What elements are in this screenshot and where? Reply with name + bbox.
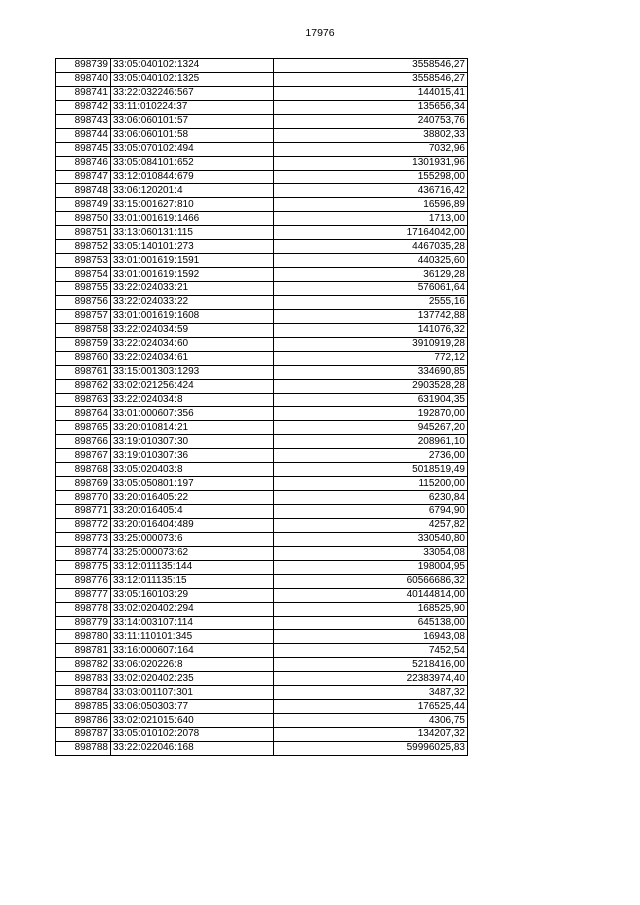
cadastral-value-cell: 135656,34	[274, 100, 468, 114]
cadastral-number-cell: 33:06:060101:57	[111, 114, 274, 128]
cadastral-number-cell: 33:22:022046:168	[111, 741, 274, 755]
table-row	[56, 351, 468, 365]
table-row	[56, 421, 468, 435]
row-id-cell: 898787	[56, 728, 111, 742]
table-row	[56, 407, 468, 421]
row-id-cell: 898744	[56, 128, 111, 142]
row-id-cell: 898782	[56, 658, 111, 672]
cadastral-number-cell: 33:19:010307:30	[111, 435, 274, 449]
row-id-cell: 898773	[56, 532, 111, 546]
row-id-cell: 898749	[56, 198, 111, 212]
cadastral-number-cell: 33:05:040102:1325	[111, 72, 274, 86]
cadastral-value-cell: 3910919,28	[274, 337, 468, 351]
cadastral-number-cell: 33:22:024034:61	[111, 351, 274, 365]
cadastral-number-cell: 33:05:050801:197	[111, 477, 274, 491]
table-row	[56, 156, 468, 170]
cadastral-value-cell: 33054,08	[274, 546, 468, 560]
cadastral-value-cell: 1301931,96	[274, 156, 468, 170]
cadastral-number-cell: 33:12:010844:679	[111, 170, 274, 184]
cadastral-value-cell: 2903528,28	[274, 379, 468, 393]
cadastral-number-cell: 33:05:140101:273	[111, 240, 274, 254]
row-id-cell: 898763	[56, 393, 111, 407]
cadastral-number-cell: 33:06:050303:77	[111, 700, 274, 714]
table-row	[56, 741, 468, 755]
cadastral-value-cell: 6230,84	[274, 491, 468, 505]
table-row	[56, 630, 468, 644]
table-row	[56, 379, 468, 393]
cadastral-number-cell: 33:20:010814:21	[111, 421, 274, 435]
cadastral-value-cell: 945267,20	[274, 421, 468, 435]
row-id-cell: 898746	[56, 156, 111, 170]
cadastral-value-cell: 144015,41	[274, 86, 468, 100]
table-row	[56, 365, 468, 379]
cadastral-value-cell: 176525,44	[274, 700, 468, 714]
cadastral-number-cell: 33:11:110101:345	[111, 630, 274, 644]
row-id-cell: 898774	[56, 546, 111, 560]
row-id-cell: 898739	[56, 59, 111, 73]
cadastral-number-cell: 33:12:011135:15	[111, 574, 274, 588]
page-number: 17976	[305, 27, 335, 39]
cadastral-number-cell: 33:02:021256:424	[111, 379, 274, 393]
table-row	[56, 323, 468, 337]
cadastral-number-cell: 33:12:011135:144	[111, 560, 274, 574]
row-id-cell: 898758	[56, 323, 111, 337]
table-row	[56, 240, 468, 254]
cadastral-value-cell: 36129,28	[274, 268, 468, 282]
row-id-cell: 898780	[56, 630, 111, 644]
table-row	[56, 282, 468, 296]
cadastral-value-cell: 3558546,27	[274, 59, 468, 73]
row-id-cell: 898751	[56, 226, 111, 240]
row-id-cell: 898747	[56, 170, 111, 184]
row-id-cell: 898741	[56, 86, 111, 100]
table-row	[56, 658, 468, 672]
row-id-cell: 898770	[56, 491, 111, 505]
cadastral-number-cell: 33:22:024034:8	[111, 393, 274, 407]
row-id-cell: 898750	[56, 212, 111, 226]
row-id-cell: 898778	[56, 602, 111, 616]
table-row	[56, 198, 468, 212]
row-id-cell: 898769	[56, 477, 111, 491]
cadastral-value-cell: 16596,89	[274, 198, 468, 212]
cadastral-number-cell: 33:11:010224:37	[111, 100, 274, 114]
table-row	[56, 714, 468, 728]
table-row	[56, 728, 468, 742]
cadastral-number-cell: 33:01:001619:1608	[111, 309, 274, 323]
table-row	[56, 268, 468, 282]
cadastral-value-cell: 2555,16	[274, 295, 468, 309]
cadastral-value-cell: 137742,88	[274, 309, 468, 323]
row-id-cell: 898768	[56, 463, 111, 477]
cadastral-value-cell: 5018519,49	[274, 463, 468, 477]
cadastral-number-cell: 33:02:020402:235	[111, 672, 274, 686]
cadastral-value-cell: 3558546,27	[274, 72, 468, 86]
table-row	[56, 574, 468, 588]
table-row	[56, 212, 468, 226]
table-row	[56, 254, 468, 268]
table-row	[56, 644, 468, 658]
cadastral-value-cell: 7452,54	[274, 644, 468, 658]
table-row	[56, 309, 468, 323]
cadastral-value-cell: 3487,32	[274, 686, 468, 700]
cadastral-number-cell: 33:15:001303:1293	[111, 365, 274, 379]
table-row	[56, 686, 468, 700]
table-row	[56, 72, 468, 86]
cadastral-number-cell: 33:20:016405:4	[111, 505, 274, 519]
row-id-cell: 898762	[56, 379, 111, 393]
row-id-cell: 898764	[56, 407, 111, 421]
row-id-cell: 898781	[56, 644, 111, 658]
cadastral-number-cell: 33:05:160103:29	[111, 588, 274, 602]
cadastral-value-cell: 1713,00	[274, 212, 468, 226]
cadastral-number-cell: 33:13:060131:115	[111, 226, 274, 240]
cadastral-value-cell: 436716,42	[274, 184, 468, 198]
cadastral-value-cell: 17164042,00	[274, 226, 468, 240]
cadastral-value-cell: 208961,10	[274, 435, 468, 449]
cadastral-value-cell: 4467035,28	[274, 240, 468, 254]
table-row	[56, 435, 468, 449]
table-row	[56, 700, 468, 714]
registry-table	[55, 58, 468, 756]
cadastral-number-cell: 33:01:001619:1466	[111, 212, 274, 226]
table-row	[56, 560, 468, 574]
cadastral-number-cell: 33:15:001627:810	[111, 198, 274, 212]
cadastral-value-cell: 631904,35	[274, 393, 468, 407]
cadastral-number-cell: 33:05:070102:494	[111, 142, 274, 156]
cadastral-number-cell: 33:19:010307:36	[111, 449, 274, 463]
table-row	[56, 532, 468, 546]
row-id-cell: 898783	[56, 672, 111, 686]
row-id-cell: 898786	[56, 714, 111, 728]
row-id-cell: 898767	[56, 449, 111, 463]
row-id-cell: 898765	[56, 421, 111, 435]
row-id-cell: 898788	[56, 741, 111, 755]
cadastral-value-cell: 645138,00	[274, 616, 468, 630]
row-id-cell: 898753	[56, 254, 111, 268]
cadastral-number-cell: 33:06:020226:8	[111, 658, 274, 672]
cadastral-value-cell: 168525,90	[274, 602, 468, 616]
cadastral-number-cell: 33:01:001619:1592	[111, 268, 274, 282]
table-row	[56, 672, 468, 686]
cadastral-value-cell: 192870,00	[274, 407, 468, 421]
table-row	[56, 616, 468, 630]
cadastral-number-cell: 33:20:016405:22	[111, 491, 274, 505]
cadastral-number-cell: 33:25:000073:6	[111, 532, 274, 546]
row-id-cell: 898742	[56, 100, 111, 114]
cadastral-value-cell: 40144814,00	[274, 588, 468, 602]
row-id-cell: 898760	[56, 351, 111, 365]
table-row	[56, 477, 468, 491]
cadastral-number-cell: 33:03:001107:301	[111, 686, 274, 700]
row-id-cell: 898755	[56, 282, 111, 296]
table-row	[56, 602, 468, 616]
table-row	[56, 170, 468, 184]
row-id-cell: 898785	[56, 700, 111, 714]
cadastral-number-cell: 33:02:021015:640	[111, 714, 274, 728]
table-row	[56, 86, 468, 100]
table-row	[56, 184, 468, 198]
row-id-cell: 898756	[56, 295, 111, 309]
cadastral-value-cell: 7032,96	[274, 142, 468, 156]
cadastral-value-cell: 22383974,40	[274, 672, 468, 686]
cadastral-value-cell: 772,12	[274, 351, 468, 365]
row-id-cell: 898757	[56, 309, 111, 323]
cadastral-value-cell: 6794,90	[274, 505, 468, 519]
cadastral-number-cell: 33:22:032246:567	[111, 86, 274, 100]
cadastral-number-cell: 33:02:020402:294	[111, 602, 274, 616]
cadastral-number-cell: 33:14:003107:114	[111, 616, 274, 630]
cadastral-number-cell: 33:01:001619:1591	[111, 254, 274, 268]
cadastral-value-cell: 440325,60	[274, 254, 468, 268]
cadastral-value-cell: 4257,82	[274, 518, 468, 532]
row-id-cell: 898766	[56, 435, 111, 449]
row-id-cell: 898775	[56, 560, 111, 574]
row-id-cell: 898748	[56, 184, 111, 198]
table-row	[56, 59, 468, 73]
cadastral-value-cell: 576061,64	[274, 282, 468, 296]
cadastral-value-cell: 38802,33	[274, 128, 468, 142]
row-id-cell: 898759	[56, 337, 111, 351]
table-row	[56, 588, 468, 602]
cadastral-value-cell: 4306,75	[274, 714, 468, 728]
cadastral-value-cell: 134207,32	[274, 728, 468, 742]
cadastral-number-cell: 33:22:024033:21	[111, 282, 274, 296]
row-id-cell: 898772	[56, 518, 111, 532]
cadastral-value-cell: 240753,76	[274, 114, 468, 128]
row-id-cell: 898745	[56, 142, 111, 156]
table-row	[56, 128, 468, 142]
table-row	[56, 546, 468, 560]
table-row	[56, 226, 468, 240]
cadastral-number-cell: 33:06:060101:58	[111, 128, 274, 142]
table-row	[56, 100, 468, 114]
table-row	[56, 393, 468, 407]
cadastral-value-cell: 5218416,00	[274, 658, 468, 672]
table-row	[56, 114, 468, 128]
row-id-cell: 898776	[56, 574, 111, 588]
cadastral-number-cell: 33:20:016404:489	[111, 518, 274, 532]
cadastral-value-cell: 2736,00	[274, 449, 468, 463]
cadastral-number-cell: 33:22:024033:22	[111, 295, 274, 309]
table-row	[56, 295, 468, 309]
table-row	[56, 337, 468, 351]
row-id-cell: 898784	[56, 686, 111, 700]
row-id-cell: 898777	[56, 588, 111, 602]
cadastral-number-cell: 33:22:024034:60	[111, 337, 274, 351]
row-id-cell: 898752	[56, 240, 111, 254]
cadastral-value-cell: 115200,00	[274, 477, 468, 491]
cadastral-value-cell: 59996025,83	[274, 741, 468, 755]
cadastral-number-cell: 33:22:024034:59	[111, 323, 274, 337]
table-row	[56, 142, 468, 156]
cadastral-value-cell: 334690,85	[274, 365, 468, 379]
cadastral-number-cell: 33:25:000073:62	[111, 546, 274, 560]
table-row	[56, 505, 468, 519]
cadastral-number-cell: 33:05:010102:2078	[111, 728, 274, 742]
table-row	[56, 518, 468, 532]
cadastral-number-cell: 33:06:120201:4	[111, 184, 274, 198]
row-id-cell: 898740	[56, 72, 111, 86]
row-id-cell: 898771	[56, 505, 111, 519]
row-id-cell: 898743	[56, 114, 111, 128]
cadastral-value-cell: 198004,95	[274, 560, 468, 574]
cadastral-value-cell: 155298,00	[274, 170, 468, 184]
cadastral-number-cell: 33:05:020403:8	[111, 463, 274, 477]
cadastral-number-cell: 33:01:000607:356	[111, 407, 274, 421]
cadastral-value-cell: 60566686,32	[274, 574, 468, 588]
row-id-cell: 898761	[56, 365, 111, 379]
cadastral-value-cell: 330540,80	[274, 532, 468, 546]
cadastral-value-cell: 16943,08	[274, 630, 468, 644]
table-row	[56, 463, 468, 477]
table-row	[56, 491, 468, 505]
cadastral-number-cell: 33:16:000607:164	[111, 644, 274, 658]
cadastral-number-cell: 33:05:040102:1324	[111, 59, 274, 73]
row-id-cell: 898779	[56, 616, 111, 630]
cadastral-number-cell: 33:05:084101:652	[111, 156, 274, 170]
registry-table-body	[56, 59, 468, 756]
table-row	[56, 449, 468, 463]
row-id-cell: 898754	[56, 268, 111, 282]
cadastral-value-cell: 141076,32	[274, 323, 468, 337]
